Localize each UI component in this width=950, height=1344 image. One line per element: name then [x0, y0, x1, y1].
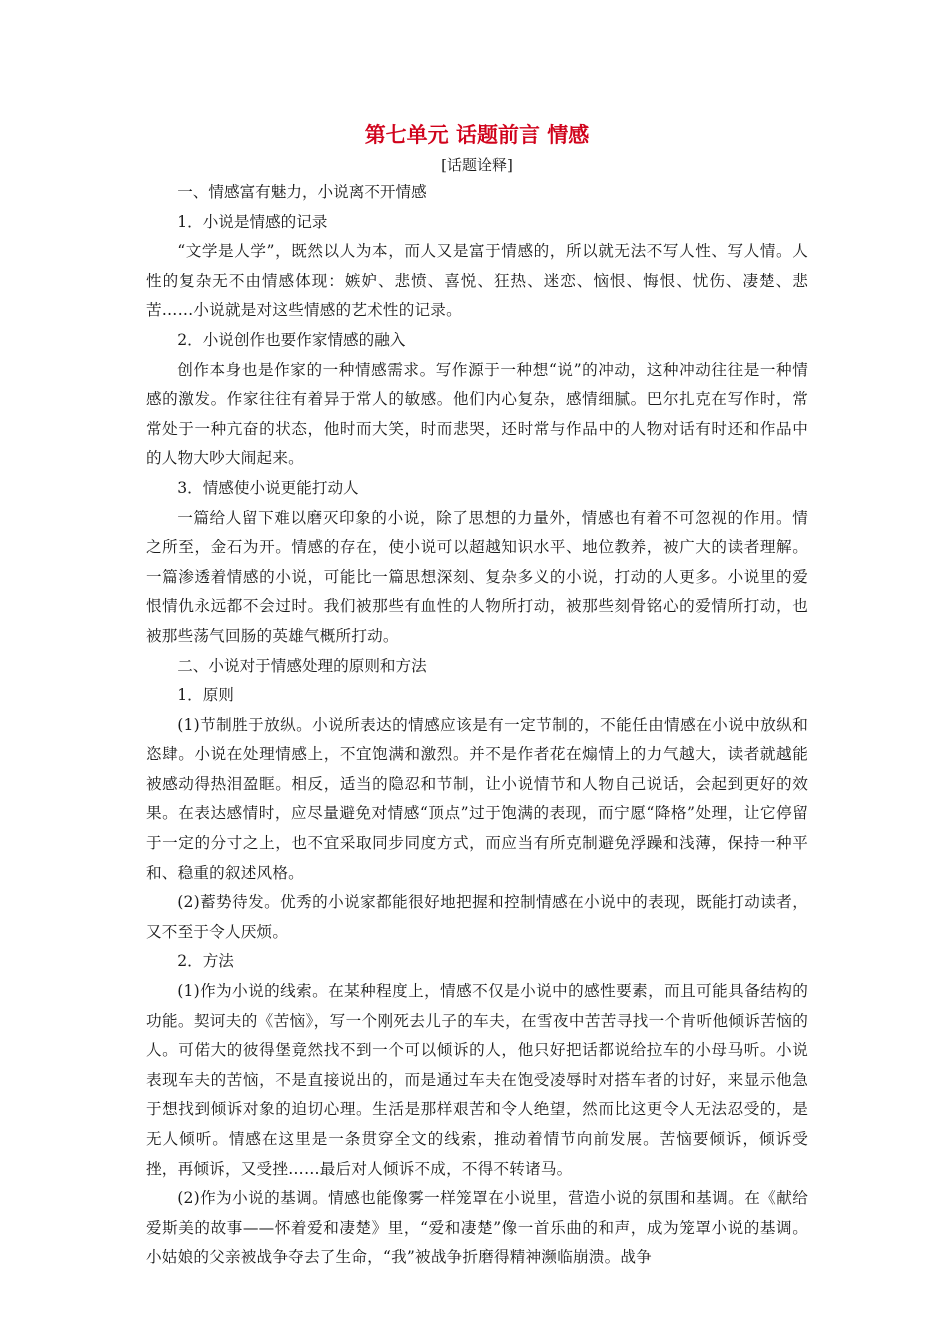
paragraph: (1)节制胜于放纵。小说所表达的情感应该是有一定节制的，不能任由情感在小说中放纵和恣肆。小说在处理情感上，不宜饱满和激烈。并不是作者花在煽情上的力气越大，读者就越能被感动得热泪盈眶。相反，适当的隐忍和节制，让小说情节和人物自己说话，会起到更好的效果。在表达感情时，应尽量避免对情感“顶点”过于饱满的表现，而宁愿“降格”处理，让它停留于一定的分寸之上，也不宜采取同步同度方式，而应当有所克制避免浮躁和浅薄，保持一种平和、稳重的叙述风格。: [146, 715, 808, 882]
paragraph: (2)作为小说的基调。情感也能像雾一样笼罩在小说里，营造小说的氛围和基调。在《献给爱斯美的故事——怀着爱和凄楚》里，“爱和凄楚”像一首乐曲的和声，成为笼罩小说的基调。小姑娘的父亲被战争夺去了生命，“我”被战争折磨得精神濒临崩溃。战争: [146, 1189, 808, 1267]
subheading-2-2: 2．方法: [177, 952, 234, 971]
subheading-1-1: 1．小说是情感的记录: [177, 212, 328, 231]
paragraph: (2)蓄势待发。优秀的小说家都能很好地把握和控制情感在小说中的表现，既能打动读者，又不至于令人厌烦。: [146, 893, 808, 941]
paragraph: “文学是人学”，既然以人为本，而人又是富于情感的，所以就无法不写人性、写人情。人性的复杂无不由情感体现：嫉妒、悲愤、喜悦、狂热、迷恋、恼恨、悔恨、忧伤、凄楚、悲苦……小说就是对这些情感的艺术性的记录。: [146, 242, 808, 320]
paragraph: (1)作为小说的线索。在某种程度上，情感不仅是小说中的感性要素，而且可能具备结构的功能。契诃夫的《苦恼》，写一个刚死去儿子的车夫，在雪夜中苦苦寻找一个肯听他倾诉苦恼的人。可偌大的彼得堡竟然找不到一个可以倾诉的人，他只好把话都说给拉车的小母马听。小说表现车夫的苦恼，不是直接说出的，而是通过车夫在饱受凌辱时对搭车者的讨好，来显示他急于想找到倾诉对象的迫切心理。生活是那样艰苦和令人绝望，然而比这更令人无法忍受的，是无人倾听。情感在这里是一条贯穿全文的线索，推动着情节向前发展。苦恼要倾诉，倾诉受挫，再倾诉，又受挫……最后对人倾诉不成，不得不转诸马。: [146, 982, 808, 1178]
paragraph: 一篇给人留下难以磨灭印象的小说，除了思想的力量外，情感也有着不可忽视的作用。情之所至，金石为开。情感的存在，使小说可以超越知识水平、地位教养，被广大的读者理解。一篇渗透着情感的小说，可能比一篇思想深刻、复杂多义的小说，打动的人更多。小说里的爱恨情仇永远都不会过时。我们被那些有血性的人物所打动，被那些刻骨铭心的爱情所打动，也被那些荡气回肠的英雄气概所打动。: [146, 508, 808, 645]
section-heading-2: 二、小说对于情感处理的原则和方法: [177, 656, 427, 675]
document-page: [146, 118, 808, 1273]
page-title: 第七单元 话题前言 情感: [364, 123, 590, 147]
subheading-1-3: 3．情感使小说更能打动人: [177, 478, 359, 497]
paragraph: 创作本身也是作家的一种情感需求。写作源于一种想“说”的冲动，这种冲动往往是一种情感的激发。作家往往有着异于常人的敏感。他们内心复杂，感情细腻。巴尔扎克在写作时，常常处于一种亢奋的状态，他时而大笑，时而悲哭，还时常与作品中的人物对话有时还和作品中的人物大吵大闹起来。: [146, 360, 808, 468]
section-heading-1: 一、情感富有魅力，小说离不开情感: [177, 183, 427, 201]
section-label: [话题诠释]: [441, 156, 513, 174]
subheading-1-2: 2．小说创作也要作家情感的融入: [177, 330, 406, 349]
subheading-2-1: 1．原则: [177, 686, 234, 705]
